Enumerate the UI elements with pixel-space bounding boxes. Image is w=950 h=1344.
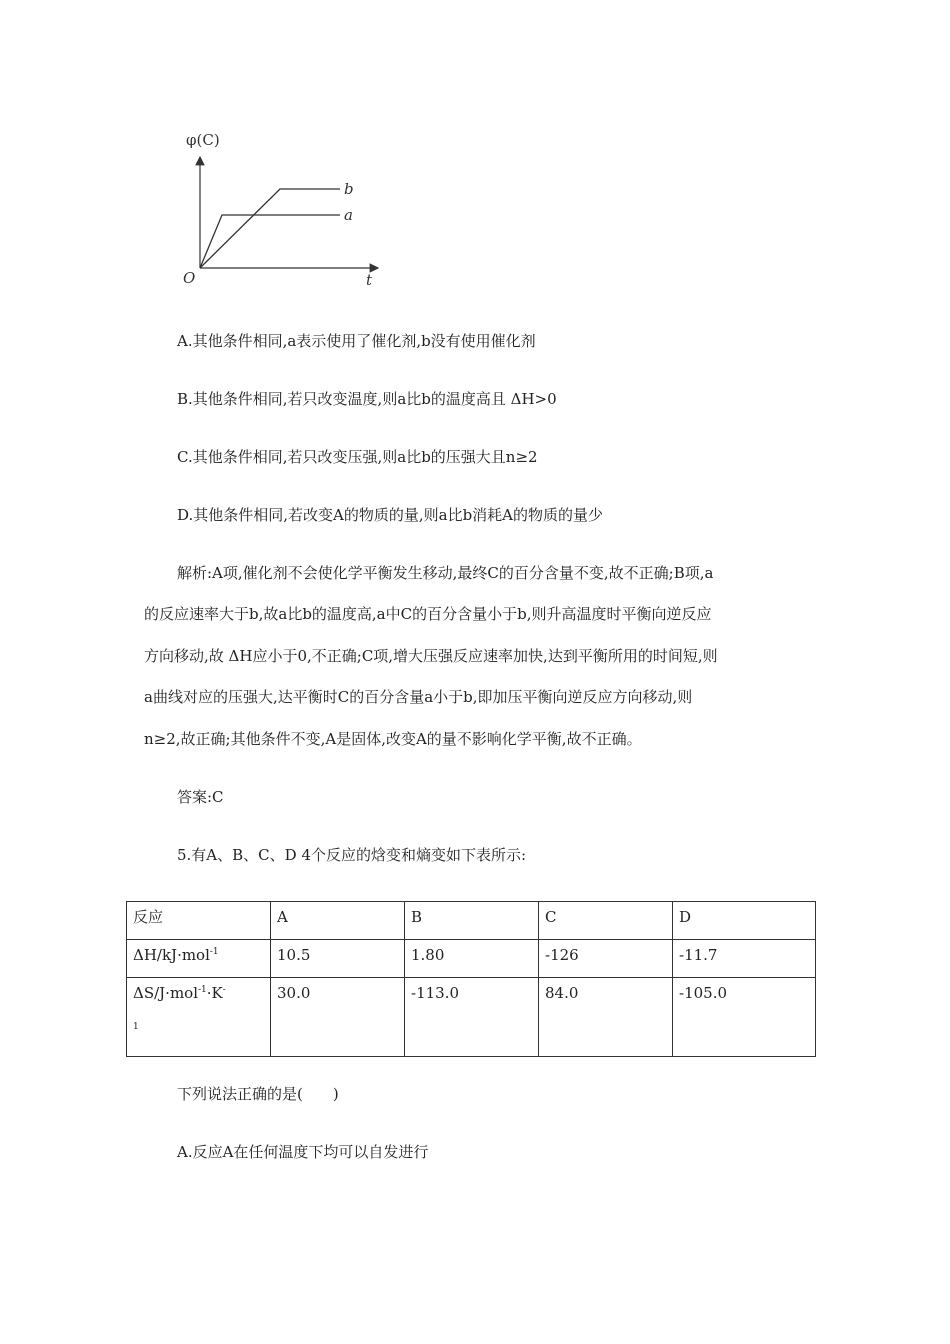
table-cell: 84.0 — [539, 978, 673, 1057]
analysis-line-4: a曲线对应的压强大,达平衡时C的百分含量a小于b,即加压平衡向逆反应方向移动,则 — [144, 688, 693, 706]
curve-a-label: a — [344, 206, 353, 224]
origin-label: O — [183, 269, 196, 287]
table-header-cell: B — [405, 902, 539, 940]
table-cell: -11.7 — [673, 940, 816, 978]
table-cell: 1.80 — [405, 940, 539, 978]
option-q4-b: B.其他条件相同,若只改变温度,则a比b的温度高且 ΔH>0 — [177, 390, 557, 408]
table-cell: 10.5 — [271, 940, 405, 978]
option-q5-a: A.反应A在任何温度下均可以自发进行 — [177, 1143, 429, 1161]
question-5-prompt: 下列说法正确的是( ) — [177, 1085, 339, 1103]
option-q4-d: D.其他条件相同,若改变A的物质的量,则a比b消耗A的物质的量少 — [177, 506, 604, 524]
analysis-line-1: 解析:A项,催化剂不会使化学平衡发生移动,最终C的百分含量不变,故不正确;B项,a — [177, 564, 714, 582]
table-cell: 30.0 — [271, 978, 405, 1057]
row-label-dh: ΔH/kJ·mol$^{-1}$ — [127, 940, 271, 978]
table-cell: -113.0 — [405, 978, 539, 1057]
phi-c-vs-t-graph — [180, 125, 390, 290]
table-row — [127, 978, 816, 1057]
y-axis-label: φ(C) — [186, 131, 220, 149]
enthalpy-entropy-table — [126, 901, 816, 1057]
row-label-ds: ΔS/J·mol$^{-1}$·K- 1 — [127, 978, 271, 1057]
curve-a — [200, 215, 340, 268]
curve-b — [200, 189, 340, 268]
curve-b-label: b — [344, 180, 354, 198]
option-q4-a: A.其他条件相同,a表示使用了催化剂,b没有使用催化剂 — [177, 332, 536, 350]
table-header-cell: C — [539, 902, 673, 940]
analysis-line-3: 方向移动,故 ΔH应小于0,不正确;C项,增大压强反应速率加快,达到平衡所用的时间短,则 — [144, 647, 718, 665]
table-row — [127, 940, 816, 978]
answer: 答案:C — [177, 788, 224, 806]
option-q4-c: C.其他条件相同,若只改变压强,则a比b的压强大且n≥2 — [177, 448, 538, 466]
table-header-cell: 反应 — [127, 902, 271, 940]
table-cell: -126 — [539, 940, 673, 978]
table-header-cell: A — [271, 902, 405, 940]
table-header-row — [127, 902, 816, 940]
analysis-line-2: 的反应速率大于b,故a比b的温度高,a中C的百分含量小于b,则升高温度时平衡向逆反应 — [144, 605, 712, 623]
question-5-stem: 5.有A、B、C、D 4个反应的焓变和熵变如下表所示: — [177, 846, 527, 864]
analysis-line-5: n≥2,故正确;其他条件不变,A是固体,改变A的量不影响化学平衡,故不正确。 — [144, 730, 642, 748]
table-cell: -105.0 — [673, 978, 816, 1057]
x-axis-label: t — [366, 271, 373, 289]
table-header-cell: D — [673, 902, 816, 940]
